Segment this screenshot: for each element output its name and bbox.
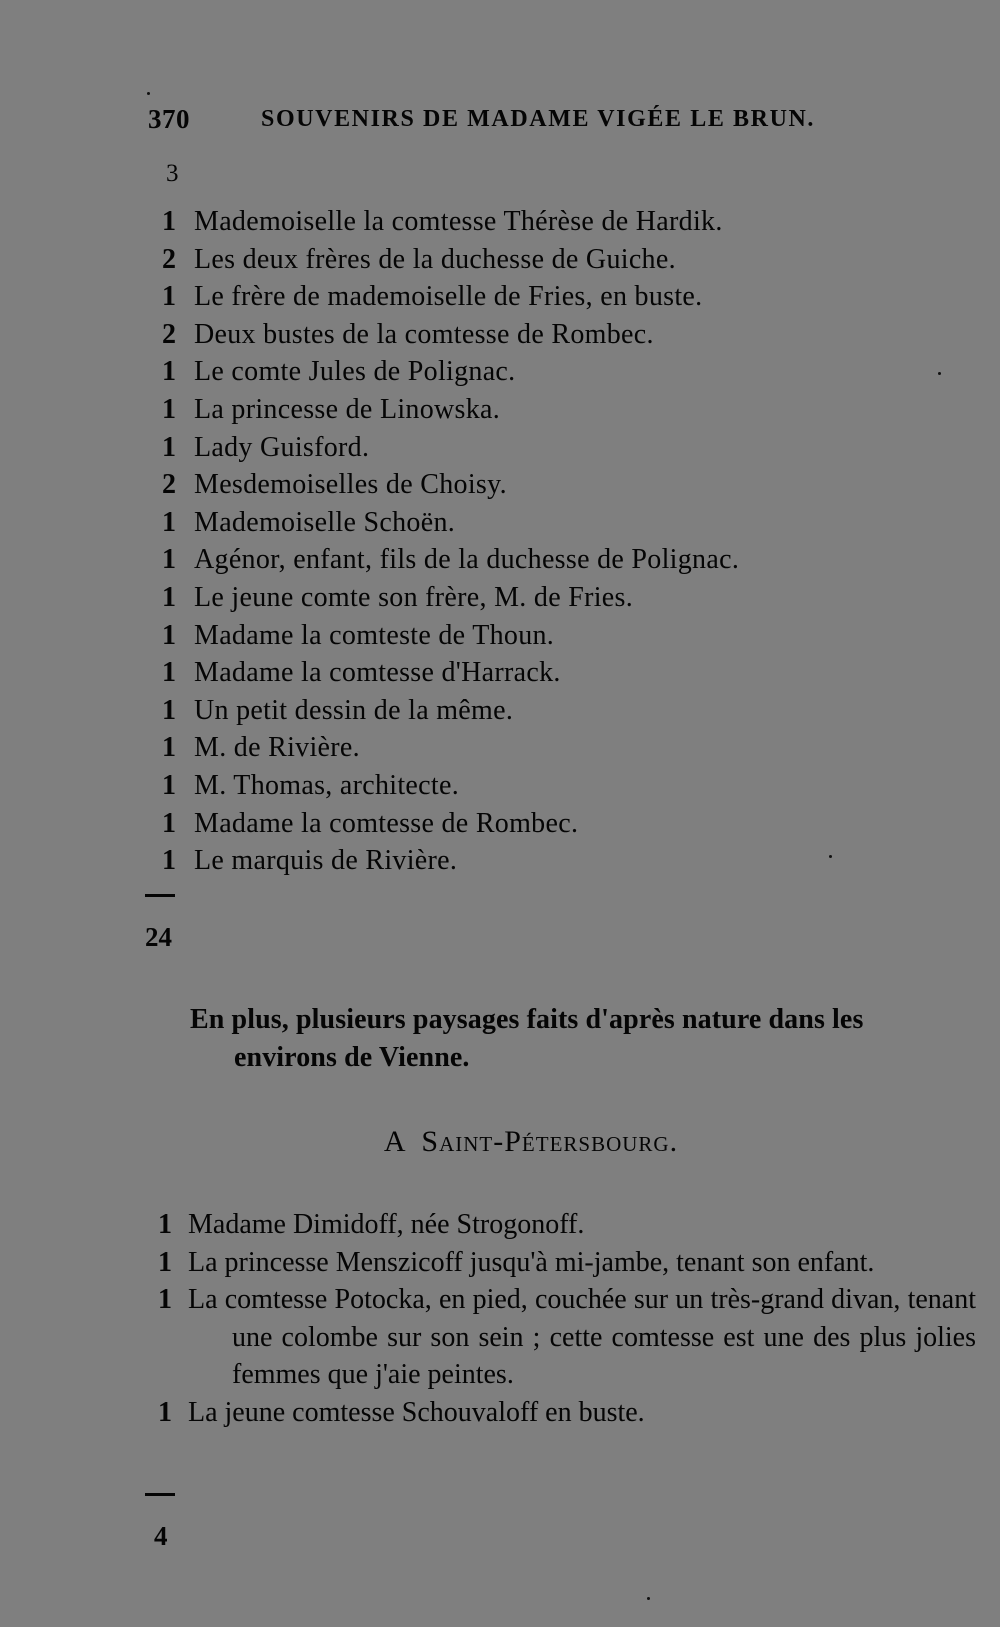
- list-item: [158, 241, 978, 279]
- item-quantity: 1: [162, 657, 176, 689]
- item-text: Le marquis de Rivière.: [194, 845, 458, 877]
- section-heading-title: Saint-Pétersbourg.: [421, 1125, 679, 1158]
- item-text: La comtesse Potocka, en pied, couchée sur un très-grand divan, tenant une colombe sur son sein ; cette comtesse est une des plus jolies femmes que j'aie peintes.: [188, 1284, 976, 1391]
- item-text: Lady Guisford.: [194, 431, 370, 463]
- item-quantity: 1: [162, 732, 176, 764]
- item-text: Madame la comteste de Thoun.: [194, 619, 555, 651]
- item-quantity: 1: [162, 431, 176, 463]
- item-quantity: 2: [162, 243, 176, 275]
- list-item: [158, 805, 978, 843]
- item-text: Agénor, enfant, fils de la duchesse de Polignac.: [194, 544, 740, 576]
- scan-speck: [938, 372, 941, 375]
- section-heading: [0, 1125, 1000, 1159]
- item-quantity: 1: [162, 206, 176, 237]
- item-text: Le frère de mademoiselle de Fries, en buste.: [194, 281, 703, 313]
- item-quantity: 1: [158, 1209, 172, 1240]
- sum-rule: [145, 1493, 175, 1496]
- item-text: Mademoiselle la comtesse Thérèse de Hardik.: [194, 206, 723, 237]
- petersbourg-portrait-list: [154, 1206, 976, 1432]
- item-text: Mademoiselle Schoën.: [194, 506, 456, 538]
- item-text: Madame Dimidoff, née Strogonoff.: [188, 1209, 585, 1240]
- item-quantity: 1: [162, 581, 176, 613]
- vienne-total: 24: [145, 922, 172, 952]
- petersbourg-total: 4: [154, 1521, 168, 1551]
- item-text: M. de Rivière.: [194, 732, 360, 764]
- item-quantity: 2: [162, 318, 176, 350]
- list-item: [158, 203, 978, 241]
- item-text: Les deux frères de la duchesse de Guiche.: [194, 243, 676, 275]
- note-line-2: environs de Vienne.: [234, 1042, 470, 1073]
- running-title: SOUVENIRS DE MADAME VIGÉE LE BRUN.: [261, 106, 816, 132]
- item-quantity: 1: [162, 807, 176, 839]
- list-item: [158, 353, 978, 391]
- scan-speck: [647, 1597, 650, 1600]
- scan-speck: [829, 855, 832, 858]
- item-text: Un petit dessin de la même.: [194, 694, 514, 726]
- list-item: [154, 1244, 954, 1282]
- item-quantity: 1: [162, 356, 176, 388]
- item-text: Madame la comtesse d'Harrack.: [194, 657, 561, 689]
- list-item: [154, 1394, 954, 1432]
- item-quantity: 2: [162, 469, 176, 501]
- carried-count: 3: [166, 160, 179, 187]
- item-quantity: 1: [162, 769, 176, 801]
- item-quantity: 1: [162, 393, 176, 425]
- item-text: Mesdemoiselles de Choisy.: [194, 469, 507, 501]
- item-text: La princesse Menszicoff jusqu'à mi-jambe, tenant son enfant.: [188, 1246, 875, 1278]
- sum-rule: [145, 894, 175, 897]
- page-header: [148, 104, 848, 144]
- list-item: [158, 579, 978, 617]
- list-item: [158, 842, 978, 880]
- list-item: [154, 1206, 954, 1244]
- list-item: [158, 504, 978, 542]
- landscapes-note: [190, 1001, 950, 1077]
- item-quantity: 1: [162, 281, 176, 313]
- list-item: [158, 692, 978, 730]
- vienne-portrait-list: [158, 203, 978, 880]
- list-item: [158, 541, 978, 579]
- list-item: [158, 316, 978, 354]
- list-item: [158, 654, 978, 692]
- item-quantity: 1: [162, 619, 176, 651]
- list-item: [154, 1281, 976, 1394]
- item-quantity: 1: [162, 506, 176, 538]
- item-quantity: 1: [162, 694, 176, 726]
- list-item: [158, 767, 978, 805]
- scan-speck: [147, 92, 150, 95]
- list-item: [158, 278, 978, 316]
- item-quantity: 1: [162, 544, 176, 576]
- item-text: Deux bustes de la comtesse de Rombec.: [194, 318, 654, 350]
- list-item: [158, 466, 978, 504]
- item-text: M. Thomas, architecte.: [194, 769, 459, 801]
- item-quantity: 1: [162, 845, 176, 877]
- item-quantity: 1: [158, 1284, 172, 1316]
- list-item: [158, 391, 978, 429]
- note-line-1: En plus, plusieurs paysages faits d'après nature dans les: [190, 1004, 864, 1035]
- section-heading-prefix: A: [383, 1125, 405, 1158]
- item-quantity: 1: [158, 1246, 172, 1278]
- list-item: [158, 729, 978, 767]
- item-text: Madame la comtesse de Rombec.: [194, 807, 579, 839]
- page-number: 370: [148, 104, 190, 134]
- item-quantity: 1: [158, 1396, 172, 1428]
- item-text: Le comte Jules de Polignac.: [194, 356, 516, 388]
- item-text: La princesse de Linowska.: [194, 393, 501, 425]
- list-item: [158, 429, 978, 467]
- item-text: La jeune comtesse Schouvaloff en buste.: [188, 1396, 645, 1428]
- list-item: [158, 617, 978, 655]
- item-text: Le jeune comte son frère, M. de Fries.: [194, 581, 634, 613]
